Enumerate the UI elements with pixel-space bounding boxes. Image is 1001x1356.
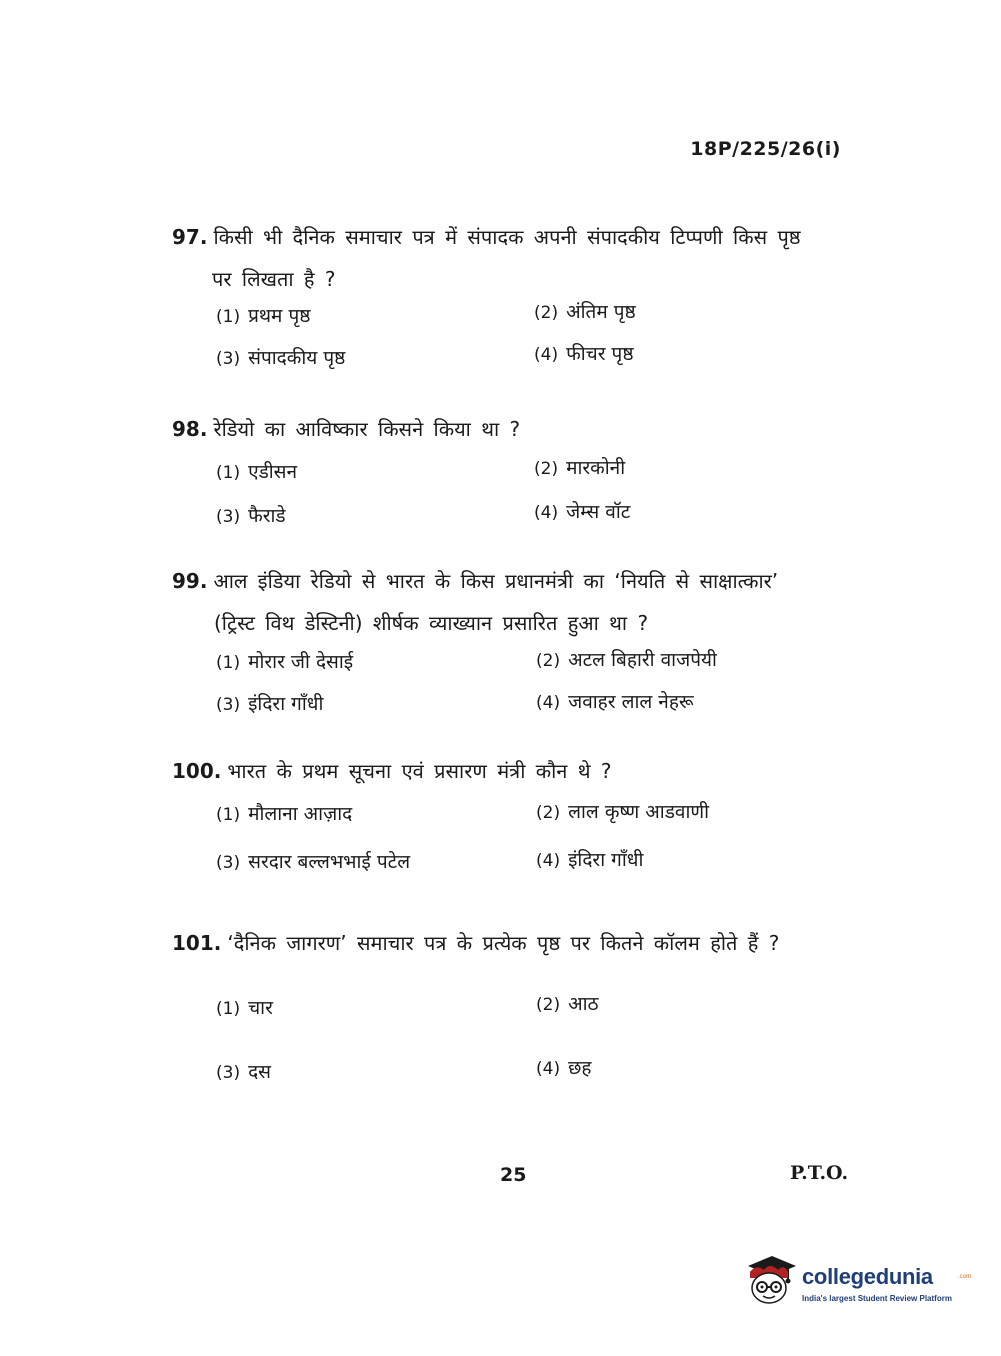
option-1: (1) चार xyxy=(216,997,273,1019)
question-101 xyxy=(172,922,852,1083)
pto-label: P.T.O. xyxy=(790,1162,849,1184)
question-number: 101. xyxy=(172,931,222,955)
question-number: 97. xyxy=(172,225,208,249)
question-97 xyxy=(172,216,852,369)
question-text-line-1 xyxy=(172,216,852,258)
option-2: (2) अंतिम पृष्ठ xyxy=(534,301,636,323)
option-1: (1) मोरार जी देसाई xyxy=(216,651,354,673)
question-number: 99. xyxy=(172,569,208,593)
option-3: (3) फैराडे xyxy=(216,505,286,527)
option-1: (1) प्रथम पृष्ठ xyxy=(216,305,311,327)
option-2: (2) मारकोनी xyxy=(534,457,626,479)
option-3: (3) संपादकीय पृष्ठ xyxy=(216,347,346,369)
question-text-line-2: (ट्रिस्ट विथ डेस्टिनी) शीर्षक व्याख्यान प्रसारित हुआ था ? xyxy=(214,611,649,635)
option-4: (4) छह xyxy=(536,1057,592,1079)
option-3: (3) दस xyxy=(216,1061,272,1083)
question-number: 100. xyxy=(172,759,222,783)
question-text: रेडियो का आविष्कार किसने किया था ? xyxy=(213,417,521,441)
option-1: (1) मौलाना आज़ाद xyxy=(216,803,353,825)
paper-code: 18P/225/26(i) xyxy=(690,138,841,160)
brand-dotcom: .com xyxy=(958,1274,972,1280)
question-number: 98. xyxy=(172,417,208,441)
option-2: (2) अटल बिहारी वाजपेयी xyxy=(536,649,717,671)
option-3: (3) इंदिरा गाँधी xyxy=(216,693,324,715)
option-4: (4) जेम्स वॉट xyxy=(534,501,631,523)
mascot-icon xyxy=(742,1250,800,1308)
option-3: (3) सरदार बल्लभभाई पटेल xyxy=(216,851,411,873)
option-1: (1) एडीसन xyxy=(216,461,298,483)
option-2: (2) लाल कृष्ण आडवाणी xyxy=(536,801,710,823)
question-text: किसी भी दैनिक समाचार पत्र में संपादक अपनी संपादकीय टिप्पणी किस पृष्ठ xyxy=(213,225,801,249)
question-99 xyxy=(172,560,852,715)
question-text: ‘दैनिक जागरण’ समाचार पत्र के प्रत्येक पृष्ठ पर कितने कॉलम होते हैं ? xyxy=(227,931,780,955)
question-text-line-1 xyxy=(172,922,852,964)
collegedunia-watermark xyxy=(742,1250,972,1310)
question-text-line-1 xyxy=(172,560,852,602)
option-4: (4) फीचर पृष्ठ xyxy=(534,343,634,365)
question-98 xyxy=(172,408,852,527)
page-number: 25 xyxy=(500,1164,527,1186)
question-text: आल इंडिया रेडियो से भारत के किस प्रधानमंत्री का ‘नियति से साक्षात्कार’ xyxy=(213,569,779,593)
option-4: (4) जवाहर लाल नेहरू xyxy=(536,691,694,713)
question-text: भारत के प्रथम सूचना एवं प्रसारण मंत्री कौन थे ? xyxy=(227,759,612,783)
question-100 xyxy=(172,750,852,873)
question-text-line-1 xyxy=(172,750,852,792)
brand-tagline: India's largest Student Review Platform xyxy=(802,1294,952,1303)
question-text-line-1 xyxy=(172,408,852,450)
question-text-line-2: पर लिखता है ? xyxy=(212,267,336,291)
brand-name: collegedunia xyxy=(802,1264,933,1289)
option-2: (2) आठ xyxy=(536,993,599,1015)
option-4: (4) इंदिरा गाँधी xyxy=(536,849,644,871)
